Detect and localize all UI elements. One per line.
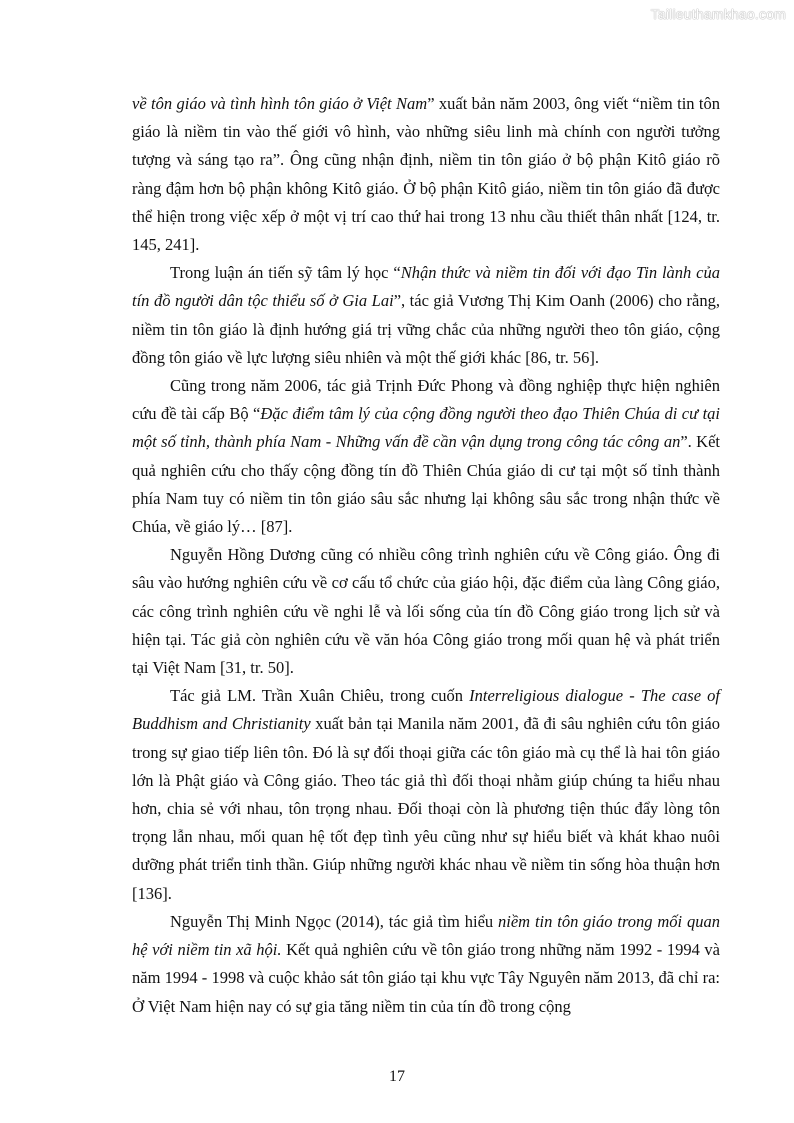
text-run: ”. Kết quả nghiên cứu cho thấy cộng đồng tín đồ Thiên Chúa giáo di cư tại một số tỉnh thành phía Nam tuy có niềm tin tôn giáo sâu sắc nhưng lại không sâu sắc trong nhận thức về Chúa, về giáo lý… [87]. [132,432,720,537]
paragraph [132,259,720,372]
text-run: Trong luận án tiến sỹ tâm lý học “ [170,263,401,283]
italic-title-run: Đặc điểm tâm lý của cộng đồng người theo đạo Thiên Chúa di cư tại một số tỉnh, thành phía Nam - Những vấn đề cần vận dụng trong công tác công an [132,404,720,452]
text-run: ”, tác giả Vương Thị Kim Oanh (2006) cho rằng, niềm tin tôn giáo là định hướng giá trị vững chắc của những người theo tôn giáo, cộng đồng tôn giáo về lực lượng siêu nhiên và một thế giới khác [86, tr. 56]. [132,291,720,367]
paragraph [132,908,720,1021]
text-run: Tác giả LM. Trần Xuân Chiêu, trong cuốn [170,686,470,706]
text-run: ” xuất bản năm 2003, ông viết “niềm tin tôn giáo là niềm tin vào thế giới vô hình, vào những siêu linh mà chính con người tưởng tượng và sáng tạo ra”. Ông cũng nhận định, niềm tin tôn giáo ở bộ phận Kitô giáo rõ ràng đậm hơn bộ phận không Kitô giáo. Ở bộ phận Kitô giáo, niềm tin tôn giáo đã được thể hiện trong việc xếp ở một vị trí cao thứ hai trong 13 nhu cầu thiết thân nhất [124, tr. 145, 241]. [132,94,720,255]
paragraph [132,682,720,908]
italic-title-run: về tôn giáo và tình hình tôn giáo ở Việt Nam [132,94,428,113]
text-run: Cũng trong năm 2006, tác giả Trịnh Đức Phong và đồng nghiệp thực hiện nghiên cứu đề tài cấp Bộ “ [132,376,720,424]
text-run: xuất bản tại Manila năm 2001, đã đi sâu nghiên cứu tôn giáo trong sự giao tiếp liên tôn. Đó là sự đối thoại giữa các tôn giáo mà cụ thể là hai tôn giáo lớn là Phật giáo và Công giáo. Theo tác giả thì đối thoại nhằm giúp chúng ta hiểu nhau hơn, chia sẻ với nhau, tôn trọng nhau. Đối thoại còn là phương tiện thúc đẩy lòng tôn trọng lẫn nhau, mối quan hệ tốt đẹp tình yêu cũng như sự hiểu biết và khát khao nuôi dưỡng phát triển tinh thần. Giúp những người khác nhau về niềm tin sống hòa thuận hơn [136]. [132,714,720,903]
italic-title-run: niềm tin tôn giáo trong mối quan hệ với niềm tin xã hội. [132,911,720,960]
italic-title-run: Nhận thức và niềm tin đối với đạo Tin lành của tín đồ người dân tộc thiểu số ở Gia Lai [132,263,720,311]
text-run: Nguyễn Thị Minh Ngọc (2014), tác giả tìm hiểu [170,911,499,931]
text-run: Kết quả nghiên cứu về tôn giáo trong những năm 1992 - 1994 và năm 1994 - 1998 và cuộc khảo sát tôn giáo tại khu vực Tây Nguyên năm 2013, đã chỉ ra: Ở Việt Nam hiện nay có sự gia tăng niềm tin của tín đồ trong cộng [132,940,721,1016]
text-run: Nguyễn Hồng Dương cũng có nhiều công trình nghiên cứu về Công giáo. Ông đi sâu vào hướng nghiên cứu về cơ cấu tổ chức của giáo hội, đặc điểm của làng Công giáo, các công trình nghiên cứu về nghi lễ và lối sống của tín đồ Công giáo trong lịch sử và hiện tại. Tác giả còn nghiên cứu về văn hóa Công giáo trong mối quan hệ và phát triển tại Việt Nam [31, tr. 50]. [132,545,720,678]
paragraph [132,372,720,541]
document-body [132,90,720,1021]
page-number: 17 [389,1068,405,1085]
watermark-text: Tailieuthamkhao.com [650,6,786,22]
italic-title-run: Interreligious dialogue - The case of Buddhism and Christianity [132,686,720,734]
paragraph [132,90,720,259]
paragraph [132,541,720,682]
